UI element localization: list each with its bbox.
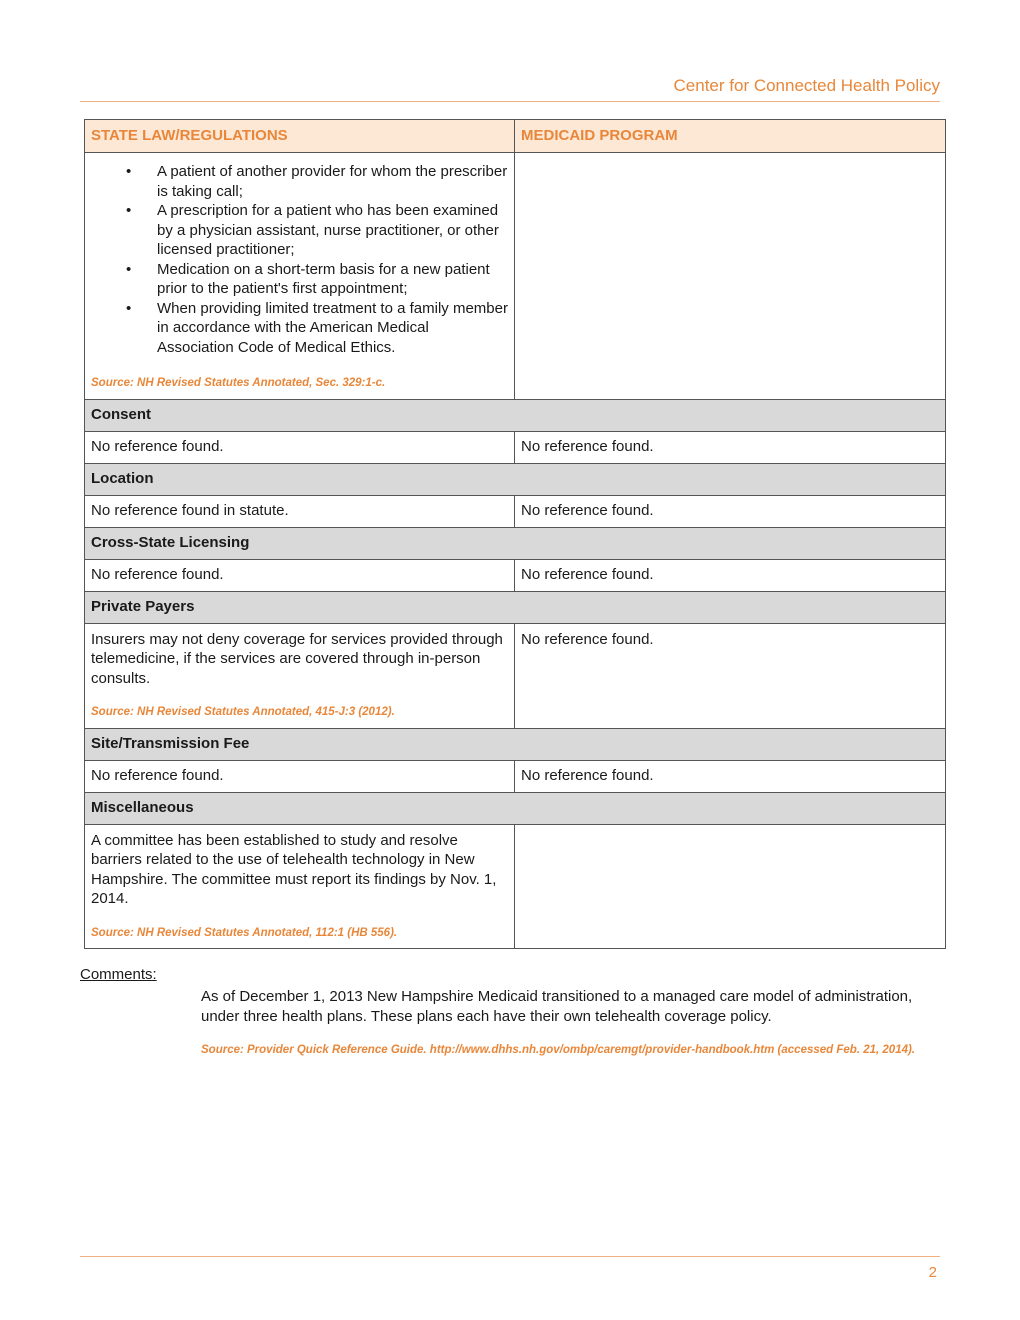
state-cell-continuation [85,153,515,400]
header-title: Center for Connected Health Policy [673,76,940,95]
column-header-medicaid: MEDICAID PROGRAM [515,120,946,153]
section-heading: Miscellaneous [85,792,946,824]
table-row-miscellaneous [85,824,946,949]
page-number: 2 [928,1264,937,1281]
medicaid-cell: No reference found. [515,431,946,463]
list-item-text: A patient of another provider for whom the prescriber is taking call; [157,163,508,200]
list-item [126,299,508,358]
list-item-text: Medication on a short-term basis for a new patient prior to the patient's first appointment; [157,260,490,297]
medicaid-cell [515,623,946,728]
comments-text: As of December 1, 2013 New Hampshire Medicaid transitioned to a managed care model of administration, under three health plans. These plans each have their own telehealth coverage policy. [201,988,913,1025]
section-row-miscellaneous [85,792,946,824]
state-cell: No reference found. [85,760,515,792]
list-item [126,260,508,299]
bullet-icon: • [126,260,132,278]
section-row-private-payers [85,591,946,623]
table-row-consent [85,431,946,463]
medicaid-cell: No reference found. [515,760,946,792]
table-row-cross-state-licensing [85,559,946,591]
medicaid-cell [515,824,946,949]
bullet-icon: • [126,202,132,219]
source-citation: Source: NH Revised Statutes Annotated, 415-J:3 (2012). [91,706,395,718]
section-heading: Private Payers [85,591,946,623]
telehealth-policy-table [84,119,946,949]
medicaid-cell-text: No reference found. [521,630,654,648]
list-item-text: When providing limited treatment to a family member in accordance with the American Medical Association Code of Medical Ethics. [157,299,508,356]
source-citation: Source: NH Revised Statutes Annotated, 112:1 (HB 556). [91,926,398,939]
table-row-location [85,495,946,527]
section-heading: Cross-State Licensing [85,527,946,559]
footer-divider [80,1256,940,1257]
state-cell-text: A committee has been established to study and resolve barriers related to the use of telehealth technology in New Hampshire. The committee must report its findings by Nov. 1, 2014. [91,831,497,907]
state-cell: No reference found. [85,431,515,463]
list-item [126,201,508,260]
comments-label: Comments: [80,966,157,983]
comments-source-citation: Source: Provider Quick Reference Guide. http://www.dhhs.nh.gov/ombp/caremgt/provider-handbook.htm (accessed Feb. 21, 2014). [201,1044,916,1056]
list-item-text: A prescription for a patient who has been examined by a physician assistant, nurse practitioner, or other licensed practitioner; [157,202,499,258]
state-cell: No reference found in statute. [85,495,515,527]
list-item [126,162,508,201]
source-citation: Source: NH Revised Statutes Annotated, Sec. 329:1-c. [91,377,386,389]
table-header-row [85,120,946,153]
section-row-consent [85,399,946,431]
table-row-private-payers [85,623,946,728]
medicaid-cell: No reference found. [515,495,946,527]
header-divider [80,101,940,102]
medicaid-cell-continuation [515,153,946,400]
bullet-icon: • [126,299,132,317]
state-cell: No reference found. [85,559,515,591]
section-row-location [85,463,946,495]
medicaid-cell: No reference found. [515,559,946,591]
column-header-state-law: STATE LAW/REGULATIONS [85,120,515,153]
section-row-site-transmission-fee [85,728,946,760]
table-row-site-transmission-fee [85,760,946,792]
section-row-cross-state-licensing [85,527,946,559]
state-cell [85,623,515,728]
state-cell [85,824,515,949]
bullet-icon: • [126,163,132,180]
section-heading: Site/Transmission Fee [85,728,946,760]
state-cell-text: Insurers may not deny coverage for services provided through telemedicine, if the services are covered through in-person consults. [91,630,503,687]
prescribing-exceptions-list [91,162,508,357]
table-row-continuation [85,153,946,400]
section-heading: Consent [85,399,946,431]
section-heading: Location [85,463,946,495]
